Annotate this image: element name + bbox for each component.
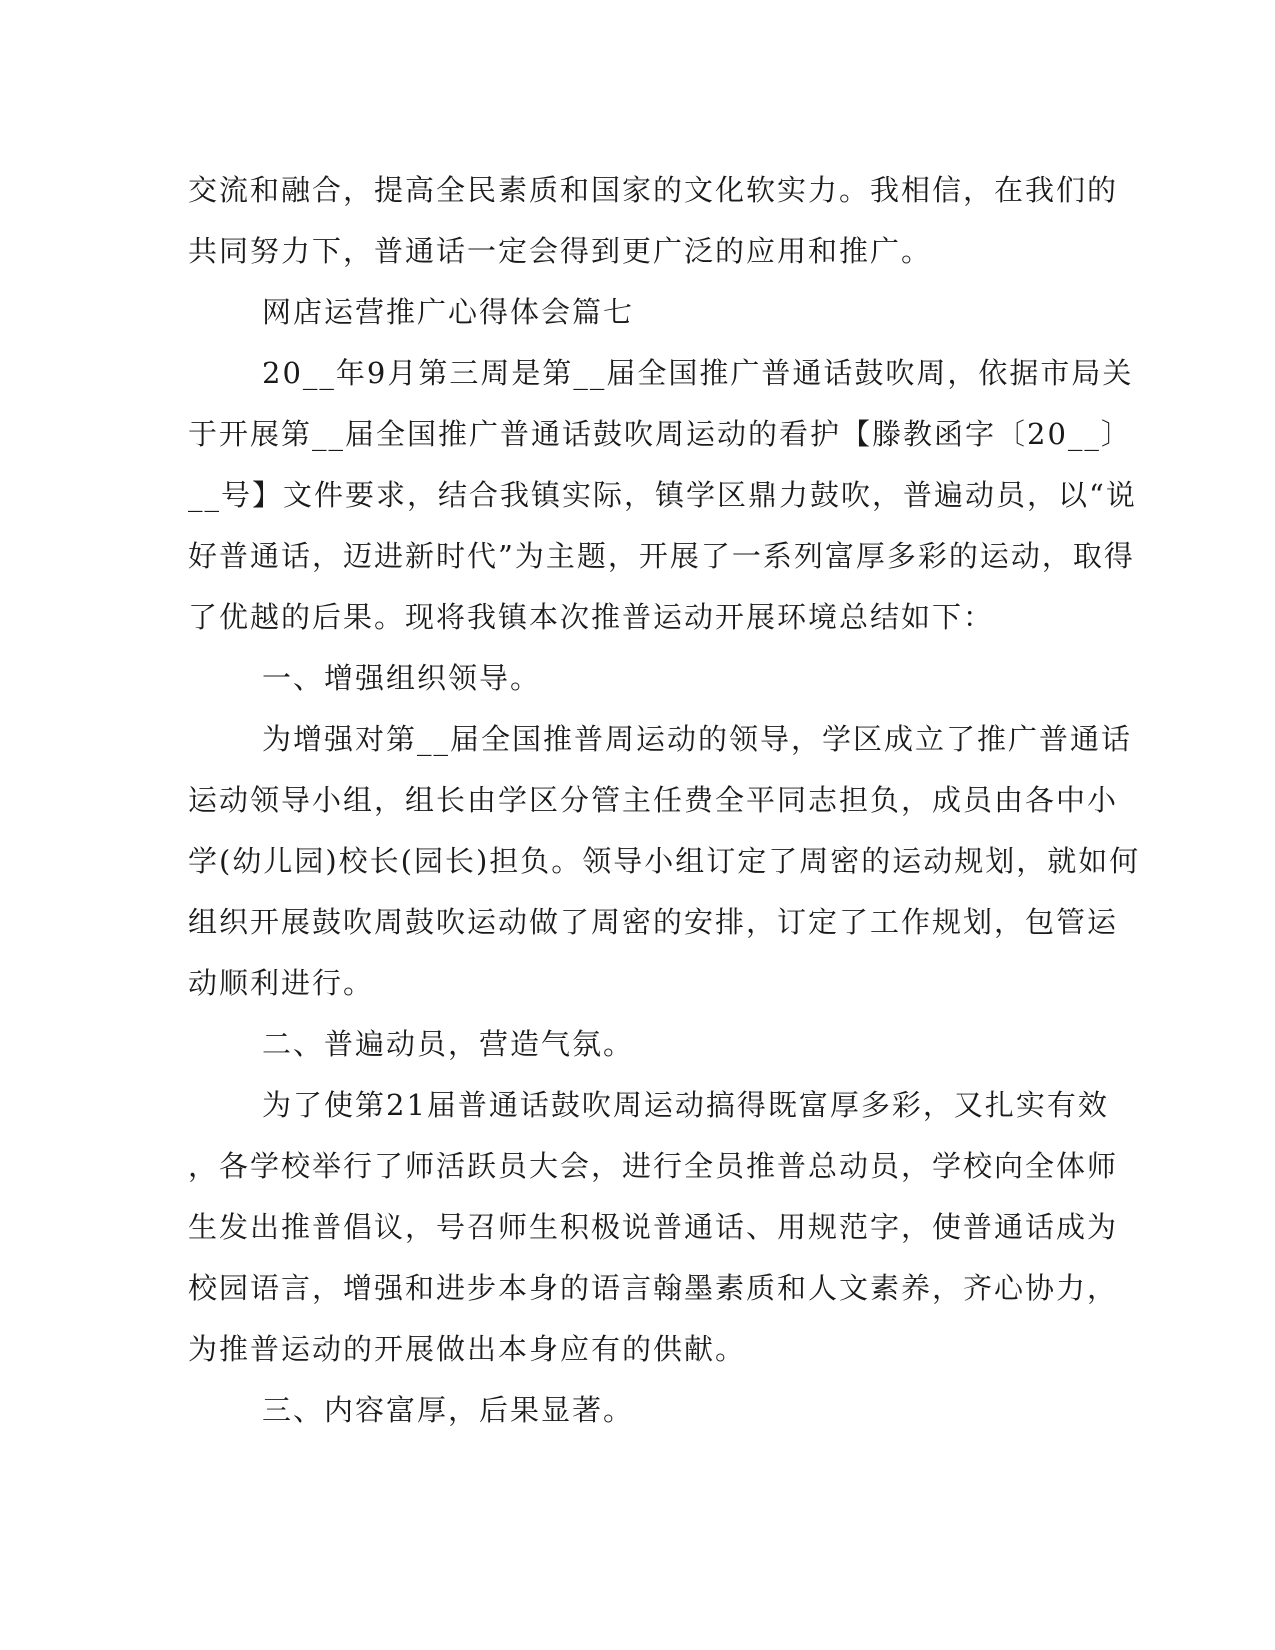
subheading-text: 三、内容富厚，后果显著。 bbox=[262, 1393, 635, 1427]
text-line: 学(幼儿园)校长(园长)担负。领导小组订定了周密的运动规划，就如何 bbox=[188, 844, 1141, 878]
text-line: 了优越的后果。现将我镇本次推普运动开展环境总结如下： bbox=[188, 600, 995, 634]
paragraph-continuation bbox=[188, 160, 1119, 282]
subheading-two bbox=[188, 1014, 1078, 1075]
text-line: 为推普运动的开展做出本身应有的供献。 bbox=[188, 1332, 747, 1366]
text-line: 为增强对第__届全国推普周运动的领导，学区成立了推广普通话 bbox=[262, 722, 1133, 756]
text-line: 生发出推普倡议，号召师生积极说普通话、用规范字，使普通话成为 bbox=[188, 1210, 1119, 1244]
text-line: 共同努力下，普通话一定会得到更广泛的应用和推广。 bbox=[188, 234, 933, 268]
section-heading bbox=[188, 282, 1078, 343]
subheading-three bbox=[188, 1380, 1078, 1441]
text-line: 20__年9月第三周是第__届全国推广普通话鼓吹周，依据市局关 bbox=[262, 356, 1134, 390]
text-line: 运动领导小组，组长由学区分管主任费全平同志担负，成员由各中小 bbox=[188, 783, 1119, 817]
text-line: __号】文件要求，结合我镇实际，镇学区鼎力鼓吹，普遍动员，以“说 bbox=[188, 478, 1137, 512]
text-line: 为了使第21届普通话鼓吹周运动搞得既富厚多彩，又扎实有效 bbox=[262, 1088, 1109, 1122]
paragraph-leadership bbox=[188, 709, 1141, 1014]
paragraph-intro bbox=[188, 343, 1137, 648]
subheading-text: 二、普遍动员，营造气氛。 bbox=[262, 1027, 635, 1061]
subheading-one bbox=[188, 648, 1078, 709]
text-line: 校园语言，增强和进步本身的语言翰墨素质和人文素养，齐心协力， bbox=[188, 1271, 1119, 1305]
text-line: 交流和融合，提高全民素质和国家的文化软实力。我相信，在我们的 bbox=[188, 173, 1119, 207]
text-line: 动顺利进行。 bbox=[188, 966, 375, 1000]
document-body bbox=[188, 160, 1141, 1441]
text-line: 好普通话，迈进新时代”为主题，开展了一系列富厚多彩的运动，取得 bbox=[188, 539, 1135, 573]
subheading-text: 一、增强组织领导。 bbox=[262, 661, 542, 695]
text-line: ，各学校举行了师活跃员大会，进行全员推普总动员，学校向全体师 bbox=[188, 1149, 1119, 1183]
heading-text: 网店运营推广心得体会篇七 bbox=[262, 295, 635, 329]
text-line: 于开展第__届全国推广普通话鼓吹周运动的看护【滕教函字〔20__〕 bbox=[188, 417, 1132, 451]
text-line: 组织开展鼓吹周鼓吹运动做了周密的安排，订定了工作规划，包管运 bbox=[188, 905, 1119, 939]
paragraph-mobilization bbox=[188, 1075, 1119, 1380]
